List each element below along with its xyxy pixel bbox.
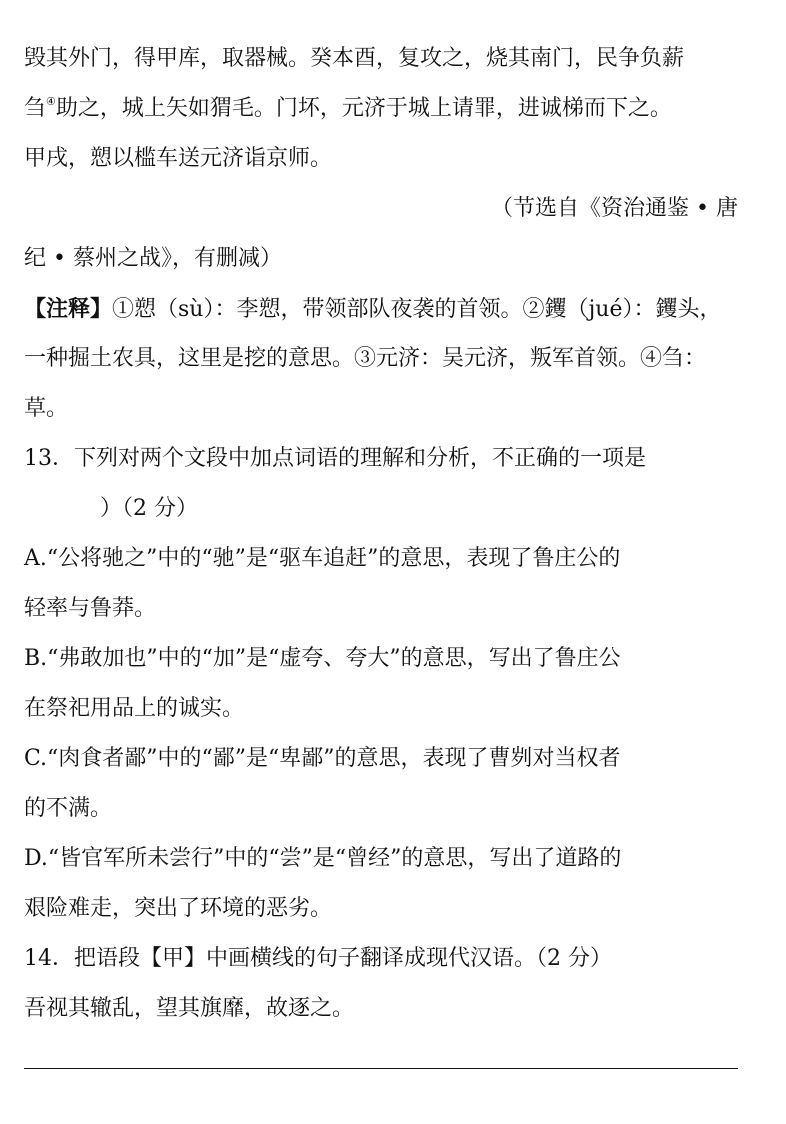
option-d-line-1: D.“皆官军所未尝行”中的“尝”是“曾经”的意思，写出了道路的 xyxy=(24,846,622,871)
footnote-marker: ④ xyxy=(46,95,56,108)
source-citation-line-1: （节选自《资治通鉴 • 唐 xyxy=(491,196,738,221)
option-b-line-1: B.“弗敢加也”中的“加”是“虚夸、夸大”的意思，写出了鲁庄公 xyxy=(24,646,621,671)
passage-line-3: 甲戌，愬以槛车送元济诣京师。 xyxy=(24,146,333,171)
question-14-stem: 14．把语段【甲】中画横线的句子翻译成现代汉语。（2 分） xyxy=(24,946,612,971)
question-13-stem: 13．下列对两个文段中加点词语的理解和分析，不正确的一项是 xyxy=(24,446,646,471)
option-a-line-2: 轻率与鲁莽。 xyxy=(24,596,157,621)
source-citation-line-2: 纪 • 蔡州之战》，有删减） xyxy=(24,246,282,271)
notes-line-1: 【注释】①愬（sù）：李愬，带领部队夜袭的首领。②钁（jué）：钁头， xyxy=(24,296,722,322)
notes-label: 【注释】 xyxy=(24,296,113,322)
option-b-line-2: 在祭祀用品上的诚实。 xyxy=(24,696,245,721)
notes-line-3: 草。 xyxy=(24,396,69,421)
option-c-line-1: C.“肉食者鄙”中的“鄙”是“卑鄙”的意思，表现了曹刿对当权者 xyxy=(24,746,621,771)
notes-line-2: 一种掘土农具，这里是挖的意思。③元济：吴元济，叛军首领。④刍： xyxy=(24,346,707,371)
passage-line-1: 毁其外门，得甲库，取器械。癸本酉，复攻之，烧其南门，民争负薪 xyxy=(24,46,685,71)
option-c-line-2: 的不满。 xyxy=(24,796,113,821)
answer-line[interactable] xyxy=(24,1068,738,1069)
question-13-answer-slot: ）（2 分） xyxy=(100,496,198,521)
passage-line-2: 刍④助之，城上矢如猬毛。门坏，元济于城上请罪，进诚梯而下之。 xyxy=(24,95,672,121)
option-d-line-2: 艰险难走，突出了环境的恶劣。 xyxy=(24,896,333,921)
question-14-sentence: 吾视其辙乱，望其旗靡，故逐之。 xyxy=(24,996,355,1021)
option-a-line-1: A.“公将驰之”中的“驰”是“驱车追赶”的意思，表现了鲁庄公的 xyxy=(24,546,621,571)
